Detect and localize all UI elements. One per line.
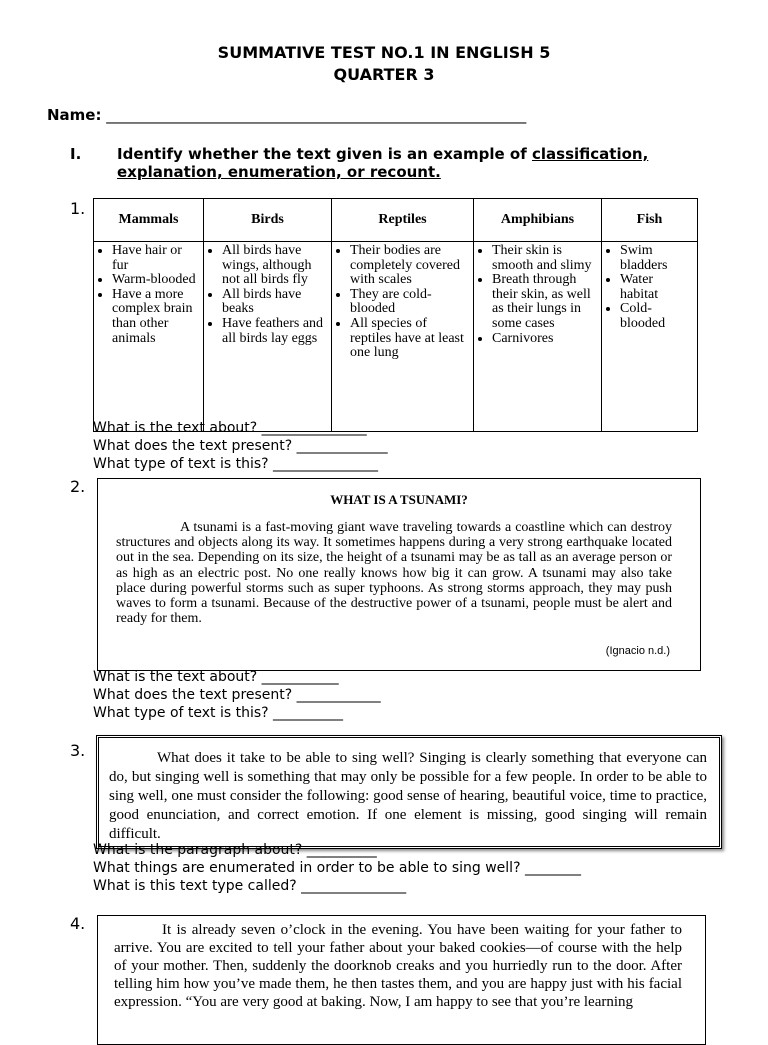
item-4-number: 4. bbox=[70, 914, 86, 933]
item-3-question[interactable]: What is this text type called? _______________ bbox=[93, 878, 407, 894]
table-bullet-item: • Carnivores bbox=[492, 332, 597, 347]
instruction-underlined-1: classification, bbox=[532, 145, 649, 163]
item-3-question[interactable]: What things are enumerated in order to be able to sing well? ________ bbox=[93, 860, 581, 876]
table-header-cell: Birds bbox=[204, 199, 332, 242]
item-2-question[interactable]: What is the text about? ___________ bbox=[93, 669, 339, 685]
item-1-questions bbox=[93, 419, 388, 473]
item-1-question[interactable]: What does the text present? _____________ bbox=[93, 438, 388, 454]
table-bullet-item: • All birds have beaks bbox=[222, 288, 327, 317]
recount-passage-box bbox=[97, 915, 706, 1045]
tsunami-body: A tsunami is a fast-moving giant wave traveling towards a coastline which can destroy structures and objects along its way. It sometimes happens during a very strong earthquake located out in the sea. Depending on its size, the height of a tsunami may be as tall as an average person or as high as an electric post. No one really knows how big it can grow. A tsunami may also take place during powerful storms such as super typhoons. As strong storms approach, they may push waves to form a tsunami. Because of the destructive power of a tsunami, people must be alert and ready for them. bbox=[116, 520, 672, 627]
recount-body: It is already seven o’clock in the evening. You have been waiting for your father to arrive. You are excited to tell your father about your baked cookies—of course with the help of your mother. Then, suddenly the doorknob creaks and you hurriedly run to the door. After telling him how you’ve made them, he then tastes them, and you are happy just with his facial expression. “You are very good at baking. Now, I am happy to see that you’re learning bbox=[114, 922, 682, 1010]
table-bullet-item: • Have feathers and all birds lay eggs bbox=[222, 317, 327, 346]
instruction-text: Identify whether the text given is an example of bbox=[117, 145, 532, 163]
singing-body: What does it take to be able to sing well? Singing is clearly something that everyone can do, but singing well is something that may only be possible for a few people. In order to be able to sing well, one must consider the following: good sense of hearing, beautiful voice, time to practice, good enunciation, and correct emotion. If one element is missing, good singing will remain difficult. bbox=[109, 750, 707, 842]
table-cell bbox=[474, 242, 602, 432]
item-3-number: 3. bbox=[70, 741, 86, 760]
item-3-questions bbox=[93, 841, 581, 895]
table-bullet-item: • Swim bladders bbox=[620, 244, 693, 273]
table-bullet-item: • Breath through their skin, as well as their lungs in some cases bbox=[492, 273, 597, 331]
table-bullet-item: • Have hair or fur bbox=[112, 244, 199, 273]
classification-table-wrap bbox=[93, 198, 698, 432]
title-line-2: QUARTER 3 bbox=[333, 65, 435, 84]
instruction-underlined-2: explanation, enumeration, or recount. bbox=[117, 163, 441, 181]
name-row bbox=[47, 106, 526, 124]
name-label: Name: bbox=[47, 106, 102, 124]
table-header-cell: Reptiles bbox=[332, 199, 474, 242]
item-1-number: 1. bbox=[70, 199, 86, 218]
table-bullet-item: • Have a more complex brain than other animals bbox=[112, 288, 199, 346]
tsunami-passage-box bbox=[97, 478, 701, 671]
section-numeral: I. bbox=[70, 145, 82, 163]
table-bullet-item: • Their skin is smooth and slimy bbox=[492, 244, 597, 273]
item-2-questions bbox=[93, 668, 381, 722]
table-bullet-item: • All species of reptiles have at least one lung bbox=[350, 317, 469, 361]
title-line-1: SUMMATIVE TEST NO.1 IN ENGLISH 5 bbox=[217, 43, 551, 62]
table-cell bbox=[94, 242, 204, 432]
table-bullet-item: • Water habitat bbox=[620, 273, 693, 302]
table-header-cell: Mammals bbox=[94, 199, 204, 242]
item-1-question[interactable]: What is the text about? _______________ bbox=[93, 420, 367, 436]
singing-passage-box bbox=[96, 735, 722, 849]
item-2-question[interactable]: What type of text is this? __________ bbox=[93, 705, 344, 721]
table-cell bbox=[602, 242, 698, 432]
item-1-question[interactable]: What type of text is this? _______________ bbox=[93, 456, 379, 472]
section-instruction bbox=[117, 145, 697, 181]
table-cell bbox=[204, 242, 332, 432]
table-bullet-item: • All birds have wings, although not all birds fly bbox=[222, 244, 327, 288]
classification-table bbox=[93, 198, 698, 432]
name-blank[interactable]: ________________________________________________________ bbox=[106, 106, 527, 124]
item-2-number: 2. bbox=[70, 477, 86, 496]
table-bullet-item: • Warm-blooded bbox=[112, 273, 199, 288]
table-header-cell: Fish bbox=[602, 199, 698, 242]
tsunami-title: WHAT IS A TSUNAMI? bbox=[330, 492, 468, 507]
table-bullet-item: • Cold-blooded bbox=[620, 302, 693, 331]
item-2-question[interactable]: What does the text present? ____________ bbox=[93, 687, 381, 703]
table-bullet-item: • They are cold-blooded bbox=[350, 288, 469, 317]
table-cell bbox=[332, 242, 474, 432]
table-bullet-item: • Their bodies are completely covered with scales bbox=[350, 244, 469, 288]
tsunami-citation: (Ignacio n.d.) bbox=[605, 645, 670, 657]
item-3-question[interactable]: What is the paragraph about? __________ bbox=[93, 842, 377, 858]
table-header-cell: Amphibians bbox=[474, 199, 602, 242]
